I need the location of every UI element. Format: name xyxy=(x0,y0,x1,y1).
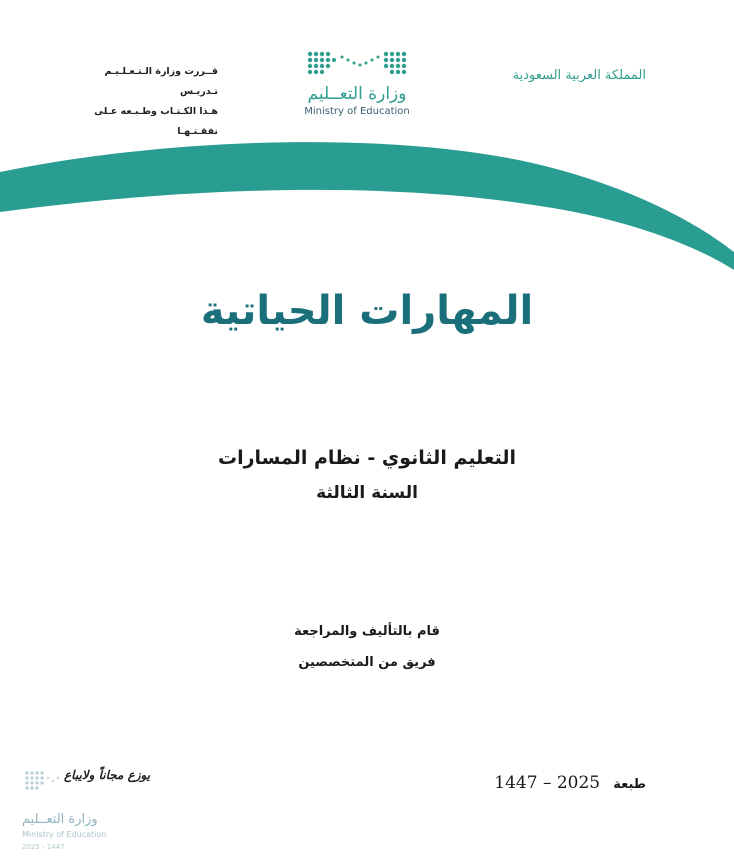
year-level: السنة الثالثة xyxy=(316,483,418,503)
ministry-logo xyxy=(296,48,418,117)
decorative-arc xyxy=(0,130,734,290)
ministry-name-en: Ministry of Education xyxy=(304,106,410,117)
authorship-line: قام بالتأليف والمراجعة xyxy=(294,624,440,639)
authors-team: فريق من المتخصصين xyxy=(298,655,436,670)
education-stage: التعليم الثانوي - نظام المسارات xyxy=(218,447,516,469)
moe-dots-small-icon xyxy=(24,770,62,796)
free-distribution-note: يوزع مجاناً ولايباع xyxy=(64,768,151,782)
book-title: المهارات الحياتية xyxy=(200,288,534,334)
approval-line-2: هـذا الكـتـاب وطـبـعه عـلى نفقـتـهـا xyxy=(94,106,218,137)
edition-info xyxy=(494,773,646,793)
moe-dots-logo-icon xyxy=(304,48,410,78)
country-name: المملكة العربية السعودية xyxy=(512,68,646,83)
edition-years: 1447 – 2025 xyxy=(494,773,601,793)
footer-ministry-ar: وزارة التعــليم xyxy=(22,812,98,827)
footer-year: 2025 - 1447 xyxy=(22,843,65,851)
approval-line-1: قــررت وزارة الـتـعـلـيـم تـدريـس xyxy=(104,66,218,97)
edition-label: طبعة xyxy=(613,777,646,792)
ministry-name-ar: وزارة التعــليم xyxy=(307,84,407,104)
footer-ministry-en: Ministry of Education xyxy=(22,830,107,839)
